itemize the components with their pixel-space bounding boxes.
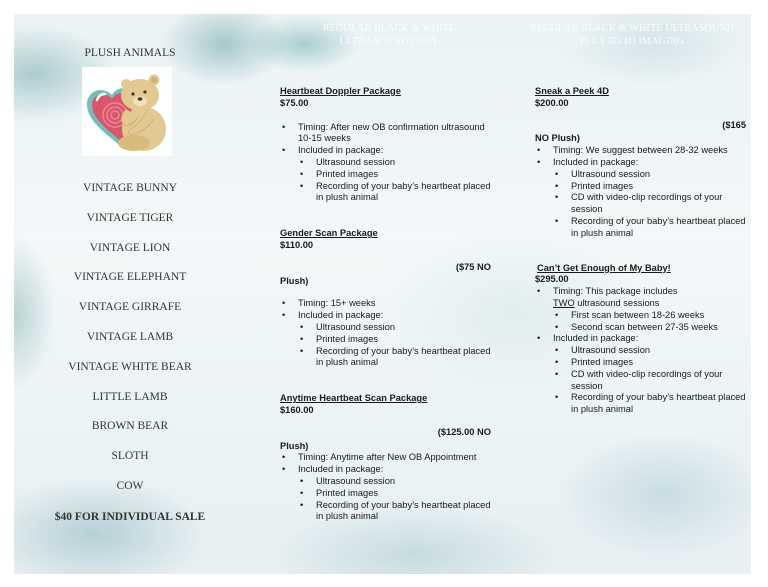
timing-emphasis: TWO [553,297,575,308]
included-feature: • CD with video-clip recordings of your session [535,192,750,216]
plush-item: BROWN BEAR [91,420,169,433]
included-feature: • Printed images [280,334,495,346]
timing-item: • Timing: After new OB confirmation ultrasound 10-15 weeks [280,122,495,146]
package-price: $160.00 [280,404,314,415]
timing-item [535,286,750,333]
plush-item: SLOTH [111,450,149,463]
no-plush-price-cont: NO Plush) [535,133,580,144]
plush-item: VINTAGE LION [89,241,171,254]
package-name: Sneak a Peek 4D [535,86,609,96]
brochure-page [14,14,751,574]
no-plush-price-cont: Plush) [280,275,309,286]
plush-animals-title: PLUSH ANIMALS [84,47,176,59]
included-item [280,310,495,369]
plush-item: VINTAGE BUNNY [83,182,177,194]
session-item: • Second scan between 27-35 weeks [535,322,750,334]
timing-item: • Timing: Anytime after New OB Appointment [280,452,495,464]
3d4d-ultrasound-header [522,22,742,48]
timing-text-cont: ultrasound sessions [574,297,660,308]
included-feature: • Recording of your baby’s heartbeat placed in plush animal [535,392,750,416]
included-feature: • Ultrasound session [280,322,495,334]
package-price: $110.00 [280,239,314,250]
bw-packages-column [280,86,495,523]
plush-item: VINTAGE LAMB [86,330,174,343]
included-feature: • Recording of your baby’s heartbeat placed in plush animal [280,346,495,370]
timing-item: • Timing: 15+ weeks [280,298,495,310]
included-label: Included in package: [298,145,384,156]
included-feature: • Ultrasound session [280,476,495,488]
plush-item: VINTAGE WHITE BEAR [68,360,192,373]
header-line: REGULAR BLACK & WHITE ULTRASOUND [529,23,735,34]
timing-text: Timing: This package includes [553,286,678,297]
package-name: Can’t Get Enough of My Baby! [537,262,671,273]
included-label: Included in package: [298,464,384,475]
plush-animals-panel [14,14,246,574]
plush-item: COW [116,479,144,492]
package-gender-scan [280,228,495,369]
package-price: $75.00 [280,97,309,108]
teddy-bear-heart-icon [82,67,172,156]
included-label: Included in package: [298,310,384,321]
individual-sale-note: $40 FOR INDIVIDUAL SALE [54,511,206,523]
included-label: Included in package: [553,333,639,344]
plush-item: VINTAGE TIGER [86,211,174,224]
plush-item: VINTAGE ELEPHANT [73,271,187,284]
header-line: PLUS 3D/4D IMAGING [579,36,685,47]
included-feature: • Recording of your baby’s heartbeat placed in plush animal [280,500,495,524]
no-plush-price: ($75 NO [455,261,491,272]
plush-animal-list [14,181,246,509]
included-label: Included in package: [553,156,639,167]
package-cant-get-enough [535,263,750,416]
package-name: Gender Scan Package [280,228,378,239]
header-line: REGULAR BLACK & WHITE [322,23,456,34]
included-item [535,157,750,240]
no-plush-price-cont: Plush) [280,440,309,451]
timing-item: • Timing: We suggest between 28-32 weeks [535,145,750,157]
session-item: • First scan between 18-26 weeks [535,310,750,322]
included-feature: • Ultrasound session [535,169,750,181]
included-feature: • Recording of your baby’s heartbeat placed in plush animal [535,216,750,240]
included-item [280,464,495,523]
included-feature: • Ultrasound session [280,157,495,169]
header-line: ULTRASOUND ONLY [339,36,439,47]
package-sneak-a-peek-4d [535,86,750,240]
no-plush-price: ($125.00 NO [437,426,491,437]
included-item [280,145,495,204]
3d4d-packages-column [535,86,750,416]
package-anytime-heartbeat [280,393,495,523]
no-plush-price: ($165 [722,119,746,130]
package-price: $200.00 [535,97,569,108]
plush-item: VINTAGE GIRRAFE [78,301,182,314]
included-feature: • Printed images [535,181,750,193]
included-feature: • Printed images [280,169,495,181]
included-item [535,333,750,416]
included-feature: • Recording of your baby’s heartbeat placed in plush animal [280,181,495,205]
bw-ultrasound-header [294,22,484,48]
included-feature: • CD with video-clip recordings of your session [535,369,750,393]
package-name: Heartbeat Doppler Package [280,86,401,96]
plush-item: LITTLE LAMB [92,390,168,403]
package-name: Anytime Heartbeat Scan Package [280,393,428,404]
package-heartbeat-doppler [280,86,495,204]
included-feature: • Printed images [535,357,750,369]
included-feature: • Ultrasound session [535,345,750,357]
package-price: $295.00 [535,274,569,285]
included-feature: • Printed images [280,488,495,500]
